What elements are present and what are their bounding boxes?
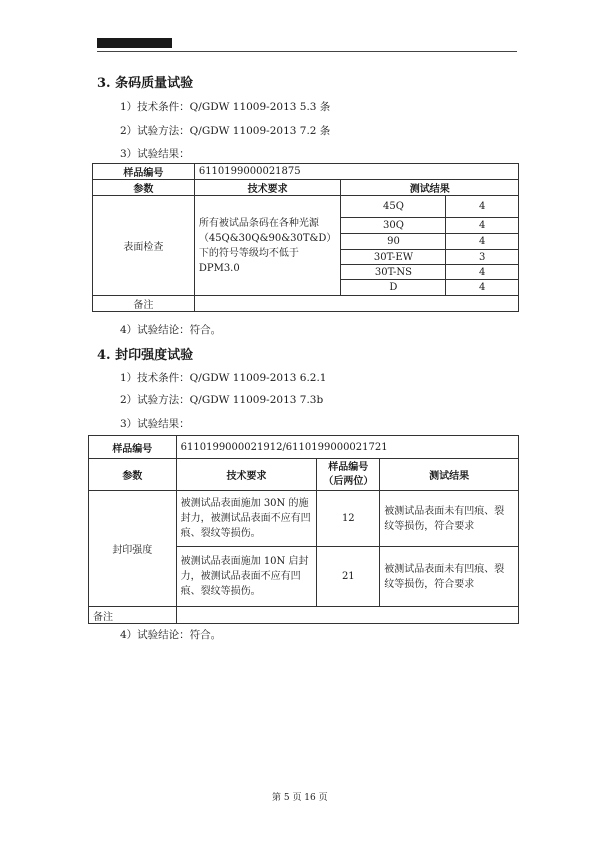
remark-label: 备注 <box>93 296 195 312</box>
section-3-title: 3. 条码质量试验 <box>97 76 194 91</box>
sample-number-cell: 12 <box>317 491 380 547</box>
header-result: 测试结果 <box>341 180 519 196</box>
grade-cell: 4 <box>446 218 519 234</box>
sample-value: 6110199000021875 <box>194 164 518 180</box>
result-cell: 被测试品表面未有凹痕、裂纹等损伤，符合要求 <box>380 547 519 607</box>
result-cell: 被测试品表面未有凹痕、裂纹等损伤，符合要求 <box>380 491 519 547</box>
header-bar <box>97 38 172 48</box>
section-3-test-method: 2）试验方法：Q/GDW 11009-2013 7.2 条 <box>120 125 331 137</box>
sample-label: 样品编号 <box>89 436 177 459</box>
grade-cell: 4 <box>446 234 519 250</box>
header-result: 测试结果 <box>380 459 519 491</box>
source-cell: 45Q <box>341 196 446 218</box>
section-4-tech-condition: 1）技术条件：Q/GDW 11009-2013 6.2.1 <box>120 372 327 384</box>
header-requirement: 技术要求 <box>176 459 317 491</box>
header-requirement: 技术要求 <box>194 180 341 196</box>
sample-label: 样品编号 <box>93 164 195 180</box>
grade-cell: 4 <box>446 196 519 218</box>
header-sample-number: 样品编号（后两位） <box>317 459 380 491</box>
section-3-tech-condition: 1）技术条件：Q/GDW 11009-2013 5.3 条 <box>120 101 331 113</box>
sample-value: 6110199000021912/6110199000021721 <box>176 436 518 459</box>
sample-number-cell: 21 <box>317 547 380 607</box>
source-cell: 30T-EW <box>341 250 446 265</box>
requirement-cell: 被测试品表面施加 10N 启封力，被测试品表面不应有凹痕、裂纹等损伤。 <box>176 547 317 607</box>
remark-label: 备注 <box>89 607 177 624</box>
grade-cell: 3 <box>446 250 519 265</box>
remark-value <box>194 296 518 312</box>
header-param: 参数 <box>93 180 195 196</box>
header-param: 参数 <box>89 459 177 491</box>
section-4-conclusion: 4）试验结论：符合。 <box>120 629 222 641</box>
requirement-cell: 所有被试品条码在各种光源（45Q&30Q&90&30T&D）下的符号等级均不低于 DPM3.0 <box>194 196 341 296</box>
grade-cell: 4 <box>446 280 519 296</box>
remark-value <box>176 607 518 624</box>
source-cell: 30T-NS <box>341 265 446 280</box>
section-4-title: 4. 封印强度试验 <box>97 348 194 363</box>
seal-strength-table <box>88 435 519 624</box>
section-3-conclusion: 4）试验结论：符合。 <box>120 324 222 336</box>
requirement-cell: 被测试品表面施加 30N 的施封力，被测试品表面不应有凹痕、裂纹等损伤。 <box>176 491 317 547</box>
header-rule <box>97 51 517 52</box>
param-cell: 表面检查 <box>93 196 195 296</box>
section-3-result-label: 3）试验结果： <box>120 148 190 160</box>
source-cell: D <box>341 280 446 296</box>
barcode-quality-table <box>92 163 519 312</box>
section-4-result-label: 3）试验结果： <box>120 418 190 430</box>
grade-cell: 4 <box>446 265 519 280</box>
source-cell: 30Q <box>341 218 446 234</box>
param-cell: 封印强度 <box>89 491 177 607</box>
page-footer: 第 5 页 16 页 <box>272 793 328 803</box>
source-cell: 90 <box>341 234 446 250</box>
section-4-test-method: 2）试验方法：Q/GDW 11009-2013 7.3b <box>120 394 324 406</box>
